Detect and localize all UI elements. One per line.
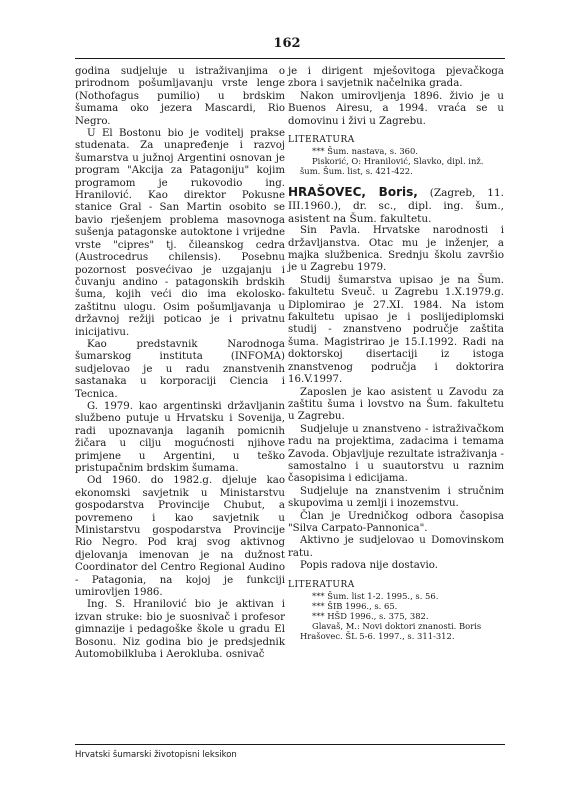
entry-paragraph-8: Popis radova nije dostavio.: [300, 560, 438, 572]
left-paragraph-1: godina sudjeluje u istraživanjima o prirodnom pošumljavanju vrste lenge (Nothofagus pumilio) u brdskim šumama oko jezera Mascardi, Rio Negro.: [75, 66, 285, 127]
entry-paragraph-5: Sudjeluje na znanstvenim i stručnim skupovima u zemlji i inozemstvu.: [288, 485, 504, 510]
left-paragraph-6: Ing. S. Hranilović bio je aktivan i izvan struke: bio je suosnivač i profesor gimnazije i pedagoške škole u gradu El Bosonu. Niz godina bio je predsjednik Automobilkluba i Aerokluba. osnivač: [75, 599, 285, 661]
left-column: [75, 66, 285, 662]
page-number: 162: [273, 36, 301, 51]
entry-head-details: (Zagreb, 11. III.1960.), dr. sc., dipl. ing. šum., asistent na Šum. fakultetu.: [288, 187, 504, 225]
literature-item: *** Šum. list 1-2. 1995., s. 56.: [312, 591, 439, 601]
entry-paragraph-6: Član je Uredničkog odbora časopisa "Silva Carpato-Pannonica".: [288, 510, 504, 534]
entry-paragraph-7: Aktivno je sudjelovao u Domovinskom ratu.: [288, 535, 504, 559]
footer-text: Hrvatski šumarski životopisni leksikon: [75, 750, 237, 760]
entry-paragraph-1: Sin Pavla. Hrvatske narodnosti i državljanstva. Otac mu je inženjer, a majka službenica. Srednju školu završio je u Zagrebu 1979.: [288, 225, 504, 274]
header-rule: [75, 58, 505, 59]
literature-heading: LITERATURA: [288, 135, 355, 146]
entry-paragraph-4: Sudjeluje u znanstveno - istraživačkom radu na projektima, zadacima i temama Zavoda. Objavljuje rezultate istraživanja - samostalno i u suautorstvu u raznim časopisima i edicijama.: [288, 423, 504, 485]
entry-heading: [288, 186, 504, 225]
literature-item: Piskorić, O: Hranilović, Slavko, dipl. inž. šum. Šum. list, s. 421-422.: [300, 156, 484, 177]
entry-name: HRAŠOVEC, Boris,: [288, 185, 418, 200]
literature-item: Glavaš, M.: Novi doktori znanosti. Boris Hrašovec. ŠL 5-6. 1997., s. 311-312.: [300, 621, 482, 641]
entry-paragraph-3: Zaposlen je kao asistent u Zavodu za zaštitu šuma i lovstvo na Šum. fakultetu u Zagrebu.: [288, 386, 504, 423]
left-paragraph-4: G. 1979. kao argentinski državljanin službeno putuje u Hrvatsku i Sovenija, radi upoznavanja laganih pomicnih žičara u cilju mogućnosti njihove primjene u Argentini, u teško pristupačnim brdskim šumama.: [75, 400, 285, 474]
right-paragraph-2: Nakon umirovljenja 1896. živio je u Buenos Airesu, a 1994. vraća se u domovinu i živi u Zagrebu.: [288, 90, 504, 127]
literature-item: *** ŠIB 1996., s. 65.: [312, 601, 398, 611]
left-paragraph-5: Od 1960. do 1982.g. djeluje kao ekonomski savjetnik u Ministarstvu gospodarstva Provincije Chubut, a povremeno i kao savjetnik u Ministarstvu gospodarstva Provincije Rio Negro. Pod kraj svog aktivnog djelovanja imenovan je na dužnost Coordinator del Centro Regional Audino - Patagonia, na kojoj je funkciji umirovljen 1986.: [75, 475, 285, 599]
literature-item: *** HŠD 1996., s. 375, 382.: [312, 611, 429, 621]
right-column: [288, 66, 504, 641]
left-paragraph-3: Kao predstavnik Narodnoga šumarskog instituta (INFOMA) sudjelovao je u radu znanstvenih sastanaka u korporaciji Ciencia i Tecnica.: [75, 338, 285, 400]
entry-paragraph-2: Studij šumarstva upisao je na Šum. fakultetu Sveuč. u Zagrebu 1.X.1979.g. Diplomirao je 27.XI. 1984. Na istom fakultetu upisao je i poslijediplomski studij - znanstveno područje zaštita šuma. Magistrirao je 15.I.1992. Radi na doktorskoj disertaciji iz istoga znanstvenog područja i doktorira 16.V.1997.: [288, 274, 504, 386]
literature-item: *** Šum. nastava, s. 360.: [312, 146, 418, 157]
footer-rule: [75, 744, 505, 745]
right-paragraph-1: je i dirigent mješovitoga pjevačkoga zbora i savjetnik načelnika grada.: [288, 66, 504, 90]
left-paragraph-2: U El Bostonu bio je voditelj prakse studenata. Za unapređenje i razvoj šumarstva u južnoj Argentini osnovan je program "Akcija za Patagoniju" kojim programom je rukovodio ing. Hranilović. Kao direktor Pokusne stanice Gral - San Martin osobito se bavio rješenjem problema masovnoga sušenja patagonske autoktone i vrijedne vrste "cipres" tj. čileanskog cedra (Austrocedrus chilensis). Posebnu pozornost posvećivao je uzgajanju i čuvanju andino - patagonskih brdskih šuma, kojih veći dio ima ekolosko-zaštitnu ulogu. Osim pošumljavanja u državnoj režiji poticao je i privatnu inicijativu.: [75, 128, 285, 338]
literature-heading: LITERATURA: [288, 579, 355, 590]
